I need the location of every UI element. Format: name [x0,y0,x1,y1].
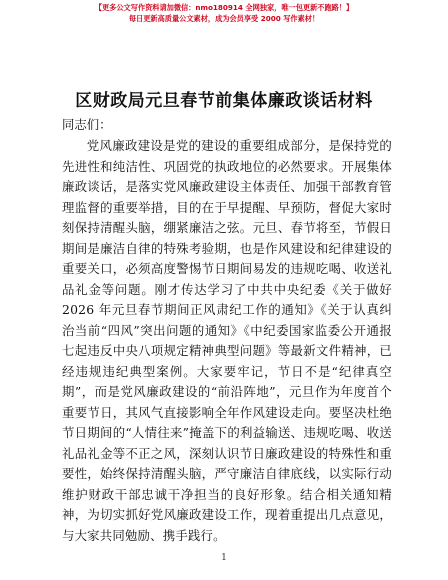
body-paragraph: 党风廉政建设是党的建设的重要组成部分，是保持党的先进性和纯洁性、巩固党的执政地位的必然要求。开展集体廉政谈话，是落实党风廉政建设主体责任、加强干部教育管理监督的重要举措，目的在于早提醒、早预防，督促大家时刻保持清醒头脑，绷紧廉洁之弦。元旦、春节将至，节假日期间是廉洁自律的特殊考验期，也是作风建设和纪律建设的重要关口，必须高度警惕节日期间易发的违规吃喝、收送礼品礼金等问题。刚才传达学习了中共中央纪委《关于做好 2026 年元旦春节期间正风肃纪工作的通知》《关于认真纠治当前“四风”突出问题的通知》《中纪委国家监委公开通报七起违反中央八项规定精神典型问题》等最新文件精神，已经违规违纪典型案例。大家要牢记，节日不是“纪律真空期”，而是党风廉政建设的“前沿阵地”，元旦作为年度首个重要节日，其风气直接影响全年作风建设走向。要坚决杜绝节日期间的“人情往来”掩盖下的利益输送、违规吃喝、收送礼品礼金等不正之风，深刻认识节日廉政建设的特殊性和重要性，始终保持清醒头脑，严守廉洁自律底线，以实际行动维护财政干部忠诚干净担当的良好形象。结合相关通知精神，为切实抓好党风廉政建设工作，现着重提出几点意见，与大家共同勉励、携手践行。 [62,138,392,543]
document-title: 区财政局元旦春节前集体廉政谈话材料 [75,91,373,111]
promo-banner-line-2: 每日更新高质量公文素材，成为会员享受 2000 写作素材！ [128,14,320,23]
document-body [62,136,392,546]
page-number: 1 [221,553,227,563]
promo-banner [0,2,448,24]
greeting: 同志们： [62,117,112,132]
promo-banner-line-1: 【更多公文写作资料请加微信：nmo180914 全网独家，唯一包更新不跑路！】 [94,3,354,12]
